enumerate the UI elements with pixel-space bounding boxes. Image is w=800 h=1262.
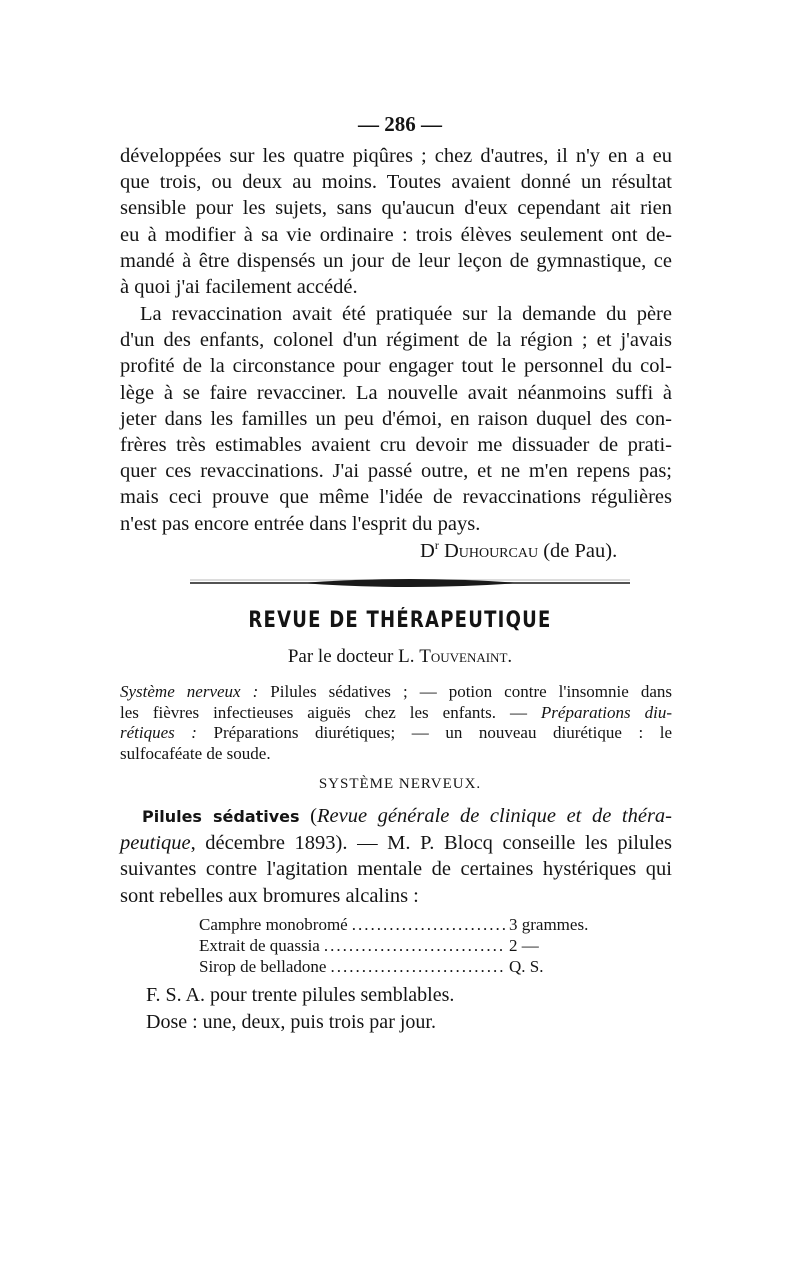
text-run: , décembre 1893). — M. P. Blocq conseille les pilules — [190, 832, 672, 855]
section-title: REVUE DE THÉRAPEUTIQUE — [248, 608, 552, 633]
section-divider — [190, 577, 630, 589]
closing-lines — [146, 982, 454, 1036]
text-run: les fièvres infectieuses aiguës chez les enfants. — — [120, 702, 541, 722]
text-line: sensible pour les sujets, sans qu'aucun d'eux cependant ait rien — [120, 197, 672, 220]
ingredient-name: Camphre monobromé — [199, 915, 348, 934]
prescription-row — [199, 935, 609, 956]
ingredient-name: Sirop de belladone — [199, 957, 327, 976]
text-line: d'un des enfants, colonel d'un régiment de la région ; et j'avais — [120, 329, 672, 352]
text-line: quer ces revaccinations. J'ai passé outre, et ne m'en repens pas; — [120, 460, 672, 483]
text-run: ( — [299, 805, 317, 827]
signature-name: Duhourcau — [443, 539, 539, 562]
summary-line — [120, 744, 672, 765]
text-line: sont rebelles aux bromures alcalins : — [120, 884, 419, 907]
byline-prefix: Par le docteur L. — [287, 646, 415, 667]
author-signature — [420, 538, 617, 563]
text-line — [120, 803, 672, 830]
text-line: eu à modifier à sa vie ordinaire : trois élèves seulement ont de- — [120, 223, 672, 246]
text-line: à quoi j'ai facilement accédé. — [120, 276, 358, 299]
summary-line — [120, 703, 672, 724]
text-line: F. S. A. pour trente pilules semblables. — [146, 984, 455, 1006]
subsection-title: SYSTÈME NERVEUX. — [318, 776, 482, 792]
page-number: — 286 — — [358, 112, 442, 136]
text-line: mandé à être dispensés un jour de leur leçon de gymnastique, ce — [120, 249, 672, 272]
paragraph-3 — [120, 803, 672, 909]
text-line: jeter dans les familles un peu d'émoi, en raison duquel des con- — [120, 407, 672, 430]
ingredient-name: Extrait de quassia — [199, 936, 320, 955]
text-line: Dose : une, deux, puis trois par jour. — [146, 1011, 436, 1033]
summary-line — [120, 682, 672, 703]
text-line: n'est pas encore entrée dans l'esprit du pays. — [120, 512, 481, 535]
text-line: La revaccination avait été pratiquée sur la demande du père — [140, 303, 672, 325]
text-line: lège à se faire revacciner. La nouvelle avait néanmoins suffi à — [120, 381, 672, 404]
signature-prefix: D — [420, 539, 435, 562]
prescription-list — [199, 914, 609, 977]
signature-sup: r — [434, 538, 439, 552]
lead-term: Pilules sédatives — [142, 807, 300, 826]
italic-text: Préparations diu- — [540, 702, 672, 722]
ingredient-quantity: 3 grammes. — [509, 915, 589, 934]
text-line: profité de la circonstance pour engager tout le personnel du col- — [120, 355, 672, 378]
italic-text: rétiques : — [120, 723, 197, 742]
signature-suffix: (de Pau). — [543, 539, 618, 562]
italic-text: Revue générale de clinique et de théra- — [317, 805, 673, 827]
byline-name: Touvenaint. — [419, 646, 513, 667]
text-line: frères très estimables avaient cru devoir me dissuader de prati- — [120, 434, 672, 457]
italic-text: peutique — [120, 832, 191, 855]
text-run: Préparations diurétiques; — un nouveau diurétique : le — [196, 723, 672, 742]
paragraph-2 — [120, 301, 672, 537]
leader-dots — [324, 935, 505, 956]
text-line: suivantes contre l'agitation mentale de certaines hystériques qui — [120, 858, 672, 881]
text-line — [120, 830, 672, 856]
text-line: mais ceci prouve que même l'idée de revaccinations régulières — [120, 486, 672, 509]
leader-dots — [330, 956, 505, 977]
summary-line — [120, 723, 672, 744]
ingredient-quantity: Q. S. — [509, 957, 544, 976]
prescription-row — [199, 956, 609, 977]
byline — [0, 646, 800, 668]
text-run: sulfocaféate de soude. — [120, 743, 271, 763]
text-line: développées sur les quatre piqûres ; chez d'autres, il n'y en a eu — [120, 145, 672, 167]
section-summary — [120, 682, 672, 764]
italic-text: Système nerveux : — [120, 682, 259, 701]
paragraph-1 — [120, 143, 672, 300]
text-line: que trois, ou deux au moins. Toutes avaient donné un résultat — [120, 171, 672, 194]
prescription-row — [199, 914, 609, 935]
leader-dots — [352, 914, 505, 935]
text-run: Pilules sédatives ; — potion contre l'insomnie dans — [258, 682, 672, 701]
ingredient-quantity: 2 — — [509, 936, 539, 955]
